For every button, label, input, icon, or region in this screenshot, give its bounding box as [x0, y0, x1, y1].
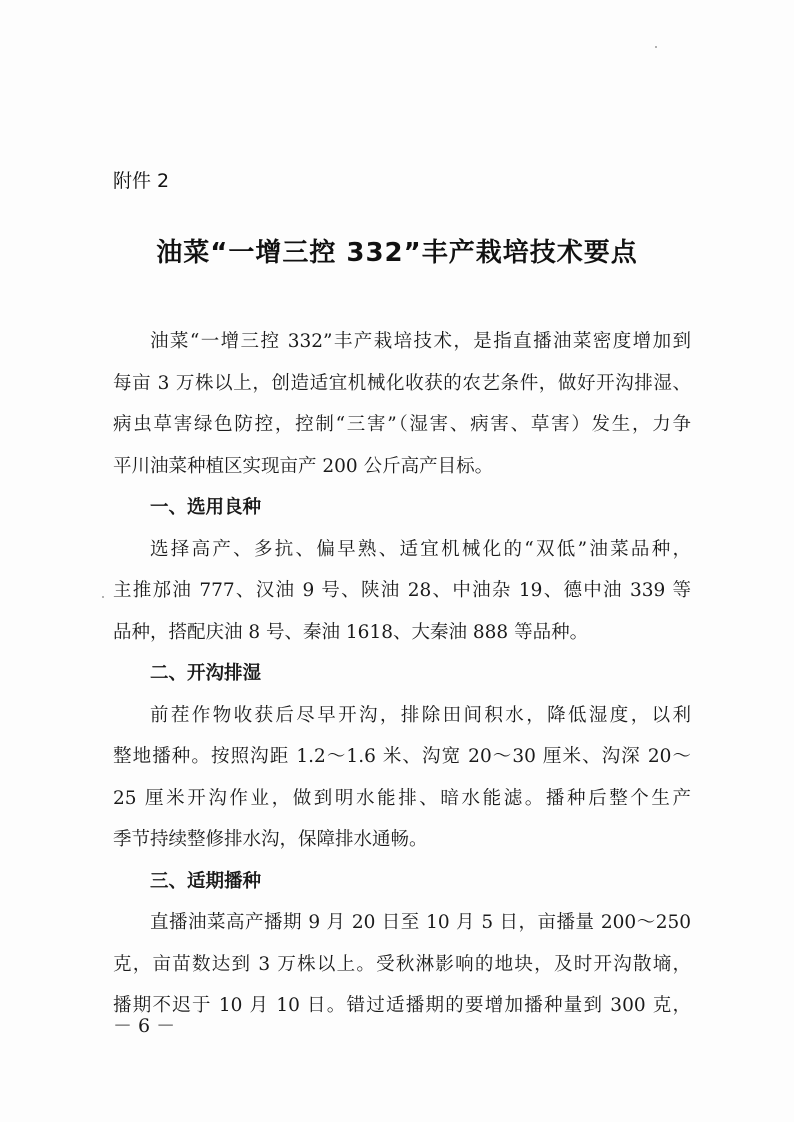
paragraph-line: 季节持续整修排水沟，保障排水通畅。: [113, 829, 428, 850]
paragraph-line: 每亩 3 万株以上，创造适宜机械化收获的农艺条件，做好开沟排湿、: [113, 372, 691, 394]
section-heading: 一、选用良种: [150, 497, 262, 518]
section-heading: 三、适期播种: [150, 870, 262, 892]
intro-paragraph: [113, 321, 691, 487]
paragraph-line: 选择高产、多抗、偏早熟、适宜机械化的“双低”油菜品种，: [150, 538, 691, 560]
section-heading: 二、开沟排湿: [150, 663, 262, 684]
attachment-label: 附件 2: [113, 170, 170, 192]
document-title: 油菜“一增三控 332”丰产栽培技术要点: [156, 238, 638, 268]
document-body: [113, 321, 691, 1027]
paragraph-line: 油菜“一增三控 332”丰产栽培技术，是指直播油菜密度增加到: [150, 331, 691, 352]
section-ditching-drainage: [113, 653, 691, 861]
paragraph-line: 整地播种。按照沟距 1.2～1.6 米、沟宽 20～30 厘米、沟深 20～: [113, 746, 691, 767]
section-timely-sowing: [113, 861, 691, 1027]
scan-speck: [102, 596, 104, 598]
paragraph-line: 播期不迟于 10 月 10 日。错过适播期的要增加播种量到 300 克，: [113, 995, 691, 1016]
paragraph-line: 克，亩苗数达到 3 万株以上。受秋淋影响的地块，及时开沟散墒，: [113, 953, 691, 975]
paragraph-line: 前茬作物收获后尽早开沟，排除田间积水，降低湿度，以利: [150, 704, 691, 726]
paragraph-line: 品种，搭配庆油 8 号、秦油 1618、大秦油 888 等品种。: [113, 621, 589, 643]
page-number: － 6 －: [113, 1015, 176, 1037]
paragraph-line: 病虫草害绿色防控，控制“三害”（湿害、病害、草害）发生，力争: [113, 414, 691, 435]
paragraph-line: 25 厘米开沟作业，做到明水能排、暗水能滤。播种后整个生产: [113, 787, 691, 809]
paragraph-line: 主推邡油 777、汉油 9 号、陕油 28、中油杂 19、德中油 339 等: [113, 580, 691, 601]
paragraph-line: 平川油菜种植区实现亩产 200 公斤高产目标。: [113, 455, 494, 477]
scan-speck: [655, 46, 657, 48]
paragraph-line: 直播油菜高产播期 9 月 20 日至 10 月 5 日，亩播量 200～250: [150, 912, 691, 933]
section-select-varieties: [113, 487, 691, 653]
